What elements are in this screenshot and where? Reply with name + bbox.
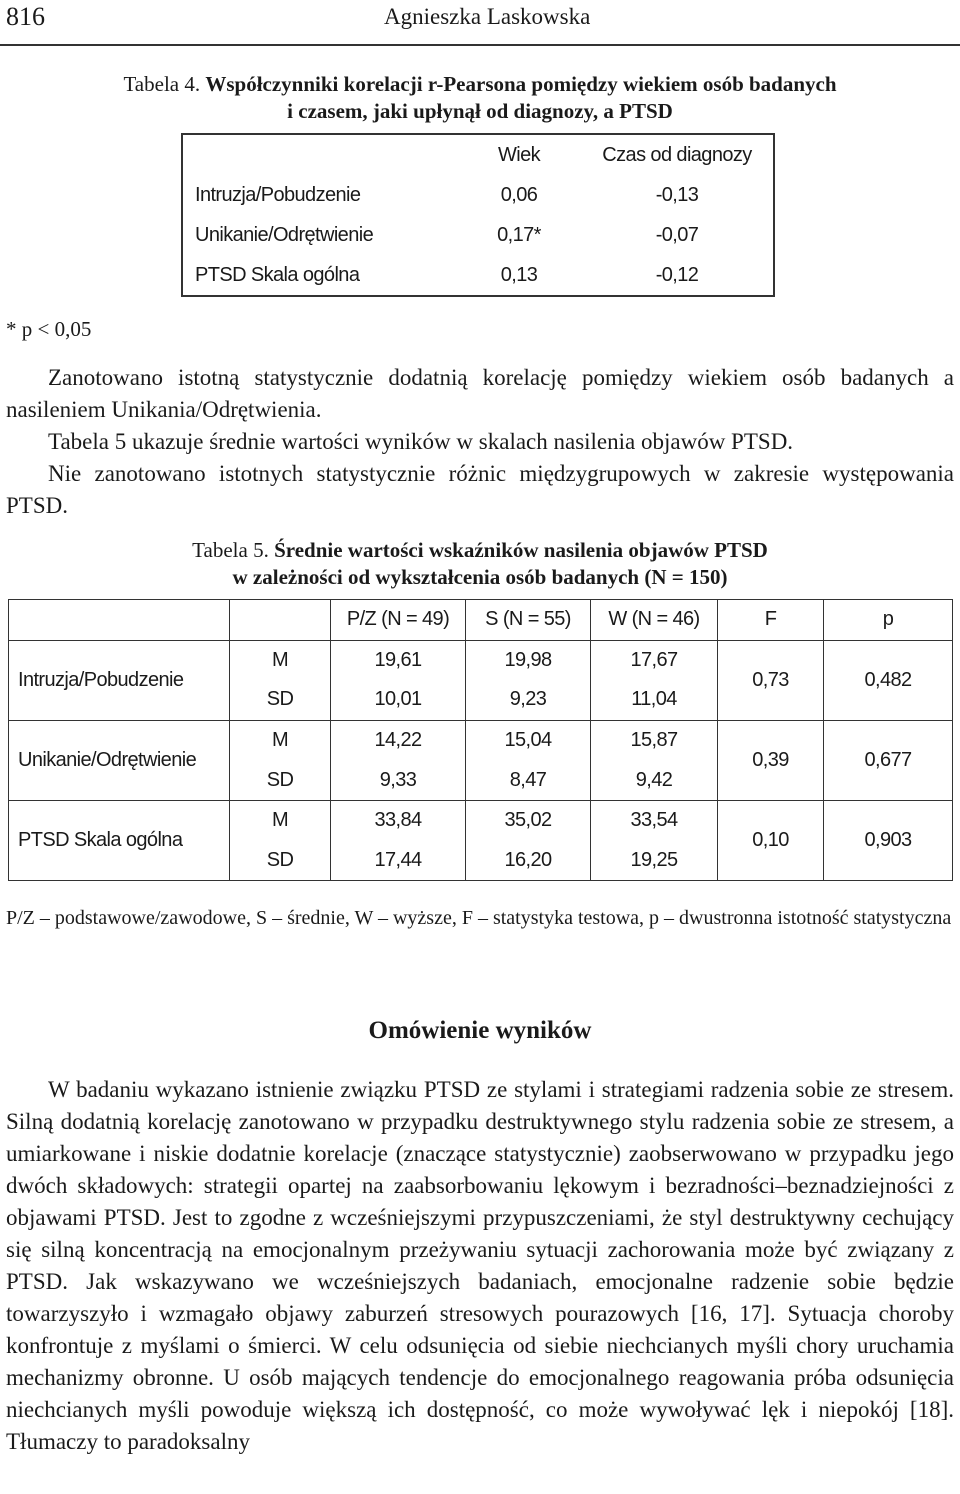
page-header [0, 0, 960, 46]
table4-col-header: Czas od diagnozy [602, 143, 752, 166]
table5 [8, 599, 953, 881]
table5-cell: 10,01 [331, 680, 466, 720]
table5-row-m [9, 800, 953, 840]
table5-stat-label: M [230, 800, 331, 840]
section-title: Omówienie wyników [368, 1017, 592, 1044]
table4-col-header: Wiek [497, 143, 541, 166]
table4-cell: 0,13 [500, 263, 538, 286]
table5-cell: 19,25 [591, 840, 718, 880]
table4-row-label: Unikanie/Odrętwienie [195, 223, 374, 246]
page-number: 816 [6, 2, 45, 31]
paragraph-correlation: Zanotowano istotną statystycznie dodatnią korelację pomiędzy wiekiem osób badanych a nasileniem Unikania/Odrętwienia. [6, 365, 954, 422]
table5-cell: 17,44 [331, 840, 466, 880]
table5-cell: 14,22 [331, 720, 466, 760]
table4-header-row [182, 134, 774, 175]
table4-cell: 0,17* [497, 223, 541, 246]
table5-cell: 15,04 [466, 720, 591, 760]
table5-cell: 9,33 [331, 760, 466, 800]
table4-row-label: Intruzja/Pobudzenie [195, 183, 361, 206]
table5-stat-col [230, 600, 331, 641]
table5-cell: 16,20 [466, 840, 591, 880]
table5-group-label: Unikanie/Odrętwienie [9, 720, 230, 800]
table5-col-header: p [824, 600, 953, 641]
section-paragraph: W badaniu wykazano istnienie związku PTSD ze stylami i strategiami radzenia sobie ze stresem. Silną dodatnią korelację zanotowano w przypadku destruktywnego stylu radzenia sobie ze stresem, a umiarkowane i niskie dodatnie korelacje (znaczące statystycznie) zaobserwowano w przypadku jego dwóch składowych: strategii opartej na zaabsorbowaniu lękowym i bezradności–beznadziejności z objawami PTSD. Jest to zgodne z wcześniejszymi przypuszczeniami, że styl destruktywny cechujący się silną koncentracją na emocjonalnym przeżywaniu sytuacji zachorowania może być związany z PTSD. Jak wskazywano we wcześniejszych badaniach, emocjonalne radzenie sobie będzie towarzyszyło i wzmagało objawy zaburzeń stresowych pourazowych [16, 17]. Sytuacja choroby konfrontuje z myślami o śmierci. W celu odsunięcia od siebie niechcianych myśli chory uruchamia mechanizmy obronne. U osób mających tendencje do emocjonalnego reagowania próba odsunięcia niechcianych myśli powoduje większą ich dostępność, co może wywoływać lęk i niepokój [18]. Tłumaczy to paradoksalny [6, 1077, 954, 1454]
table5-cell: 33,84 [331, 800, 466, 840]
table4-caption [60, 71, 900, 125]
table5-f-value: 0,10 [718, 800, 824, 880]
table5-stat-label: SD [230, 760, 331, 800]
table4 [181, 133, 775, 297]
table5-cell: 8,47 [466, 760, 591, 800]
table5-p-value: 0,482 [824, 640, 953, 720]
table4-caption-lead: Tabela 4. [123, 72, 201, 96]
table5-corner [9, 600, 230, 641]
table4-row-label: PTSD Skala ogólna [195, 263, 360, 286]
table5-caption-title-1: Średnie wartości wskaźników nasilenia objawów PTSD [274, 538, 768, 562]
table5-cell: 9,42 [591, 760, 718, 800]
table4-corner [182, 134, 457, 175]
table4-cell: -0,07 [655, 223, 699, 246]
table4-cell: -0,13 [655, 183, 699, 206]
table5-f-value: 0,73 [718, 640, 824, 720]
paragraph-no-differences: Nie zanotowano istotnych statystycznie różnic międzygrupowych w zakresie występowania PTSD. [6, 461, 954, 518]
table5-group-label: Intruzja/Pobudzenie [9, 640, 230, 720]
table5-cell: 17,67 [591, 640, 718, 680]
table5-cell: 11,04 [591, 680, 718, 720]
table5-cell: 19,61 [331, 640, 466, 680]
table4-row [182, 215, 774, 255]
table5-col-header: S (N = 55) [466, 600, 591, 641]
table5-stat-label: M [230, 720, 331, 760]
table4-significance-note: * p < 0,05 [6, 317, 92, 341]
table4-caption-title-1: Współczynniki korelacji r-Pearsona pomiędzy wiekiem osób badanych [205, 72, 837, 96]
table5-header-row [9, 600, 953, 641]
table5-cell: 9,23 [466, 680, 591, 720]
table5-cell: 15,87 [591, 720, 718, 760]
table5-f-value: 0,39 [718, 720, 824, 800]
paragraph-table5-intro: Tabela 5 ukazuje średnie wartości wyników w skalach nasilenia objawów PTSD. [48, 429, 794, 454]
table5-cell: 35,02 [466, 800, 591, 840]
table5-caption [60, 537, 900, 591]
table5-cell: 19,98 [466, 640, 591, 680]
table4-cell: 0,06 [500, 183, 538, 206]
table5-col-header: W (N = 46) [591, 600, 718, 641]
running-head-author: Agnieszka Laskowska [384, 4, 591, 29]
table5-stat-label: SD [230, 840, 331, 880]
table5-caption-lead: Tabela 5. [192, 538, 269, 562]
table5-row-m [9, 640, 953, 680]
table4-row [182, 255, 774, 296]
table5-p-value: 0,677 [824, 720, 953, 800]
table5-footnote: P/Z – podstawowe/zawodowe, S – średnie, W – wyższe, F – statystyka testowa, p – dwustronna istotność statystyczna [6, 907, 952, 929]
table5-cell: 33,54 [591, 800, 718, 840]
table5-row-m [9, 720, 953, 760]
table5-stat-label: M [230, 640, 331, 680]
table5-group-label: PTSD Skala ogólna [9, 800, 230, 880]
table5-stat-label: SD [230, 680, 331, 720]
table4-caption-title-2: i czasem, jaki upłynął od diagnozy, a PTSD [287, 99, 673, 123]
table4-cell: -0,12 [655, 263, 699, 286]
table5-p-value: 0,903 [824, 800, 953, 880]
table4-row [182, 175, 774, 215]
table5-caption-title-2: w zależności od wykształcenia osób badanych (N = 150) [232, 565, 728, 589]
table5-col-header: F [718, 600, 824, 641]
table5-col-header: P/Z (N = 49) [331, 600, 466, 641]
